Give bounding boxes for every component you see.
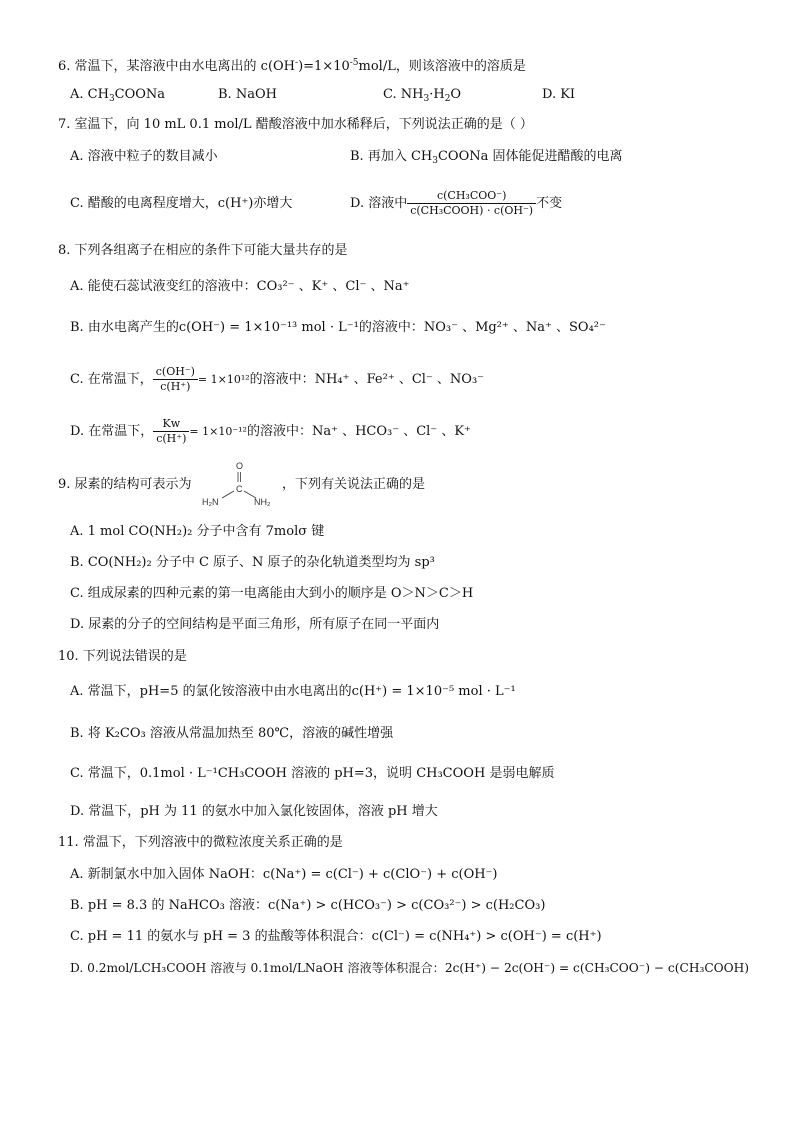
q8-b-pre: B. 由水电离产生的 xyxy=(70,320,179,335)
q10-c-mid: 溶液的 pH=3，说明 xyxy=(291,766,413,781)
q8-d-value: = 1×10⁻¹² xyxy=(189,425,247,438)
q8-b-mid: 的溶液中： xyxy=(358,320,424,335)
q6-stem-text-3: mol/L，则该溶液中的溶质是 xyxy=(358,59,526,74)
urea-bond-left xyxy=(222,491,234,498)
q10-c-formula: CH₃COOH xyxy=(416,766,486,781)
q7-stem: 7. 室温下，向 10 mL 0.1 mol/L 醋酸溶液中加水稀释后，下列说法正确的是（ ） xyxy=(58,117,533,132)
q10-option-a xyxy=(70,684,516,700)
q6-option-c: C. $NH_3\cdot H_2O$ xyxy=(383,87,462,104)
q6-stem-text-2: )=1×10 xyxy=(298,59,350,74)
q10-option-d: D. 常温下，pH 为 11 的氨水中加入氯化铵固体，溶液 pH 增大 xyxy=(70,804,438,819)
q8-c-numerator: c(OH⁻) xyxy=(153,365,198,380)
q7-option-b: B. 再加入 $CH_3COONa$ 固体能促进醋酸的电离 xyxy=(350,149,623,166)
q7-d-post: 不变 xyxy=(536,196,563,211)
q6-option-d: D. KI xyxy=(542,87,576,102)
q7-b-pre: B. 再加入 CH xyxy=(350,149,433,164)
q7-d-fraction xyxy=(407,189,536,218)
q8-b-ions: NO₃⁻ 、Mg²⁺ 、Na⁺ 、SO₄²⁻ xyxy=(423,320,606,335)
q9-option-d: D. 尿素的分子的空间结构是平面三角形，所有原子在同一平面内 xyxy=(70,617,440,632)
q8-d-fraction xyxy=(153,417,189,446)
q11-stem: 11. 常温下，下列溶液中的微粒浓度关系正确的是 xyxy=(58,835,343,850)
q8-option-d xyxy=(70,412,471,452)
q8-a-pre: A. 能使石蕊试液变红的溶液中： xyxy=(70,279,257,294)
q10-stem: 10. 下列说法错误的是 xyxy=(58,649,187,664)
q10-a-pre: A. 常温下，pH=5 的氯化铵溶液中由水电离出的 xyxy=(70,684,352,699)
q6-option-b: B. NaOH xyxy=(218,87,277,102)
urea-c-label: C xyxy=(236,484,243,494)
q11-option-d: D. 0.2mol/LCH₃COOH 溶液与 0.1mol/LNaOH 溶液等体积混合：2c(H⁺) − 2c(OH⁻) = c(CH₃COO⁻) − c(CH₃COOH) xyxy=(70,961,750,975)
q8-b-cond: c(OH⁻) = 1×10⁻¹³ mol · L⁻¹ xyxy=(178,320,359,335)
q11-option-b: B. pH = 8.3 的 NaHCO₃ 溶液：c(Na⁺) > c(HCO₃⁻) > c(CO₃²⁻) > c(H₂CO₃) xyxy=(70,898,546,913)
q9-stem-pre: 9. 尿素的结构可表示为 xyxy=(58,477,192,492)
q8-c-value: = 1×10¹² xyxy=(197,373,250,386)
q8-d-mid: 的溶液中： xyxy=(246,424,312,439)
q6-stem-text-1: 6. 常温下，某溶液中由水电离出的 c(OH xyxy=(58,59,296,74)
q7-d-pre: D. 溶液中 xyxy=(350,196,408,211)
q10-a-value: c(H⁺) = 1×10⁻⁵ mol · L⁻¹ xyxy=(351,684,516,699)
q8-d-numerator: Kw xyxy=(153,417,189,432)
urea-o-label: O xyxy=(236,461,244,471)
q8-c-ions: NH₄⁺ 、Fe²⁺ 、Cl⁻ 、NO₃⁻ xyxy=(314,372,485,387)
q7-d-numerator: c(CH₃COO⁻) xyxy=(407,189,536,204)
q6-c-end: O xyxy=(450,87,462,102)
q10-b-pre: B. 将 xyxy=(70,726,101,741)
urea-h2n-label: H₂N xyxy=(202,497,219,507)
q8-option-c xyxy=(70,360,484,400)
q9-option-b: B. CO(NH₂)₂ 分子中 C 原子、N 原子的杂化轨道类型均为 sp³ xyxy=(70,555,435,570)
q6-stem-exp: -5 xyxy=(349,58,359,68)
q6-c-text: C. NH xyxy=(383,87,424,102)
q7-option-d xyxy=(350,184,562,224)
q10-option-b xyxy=(70,726,393,742)
q8-option-b xyxy=(70,320,606,336)
q6-stem: 6. 常温下，某溶液中由水电离出的 $c(OH^-)=1\times 10^{-5}mol/L$，则该溶液中的溶质是 xyxy=(58,58,526,74)
q7-option-a: A. 溶液中粒子的数目减小 xyxy=(70,149,218,164)
q6-a-tail: COONa xyxy=(114,87,166,102)
q8-c-mid: 的溶液中： xyxy=(249,372,315,387)
q8-a-ions: CO₃²⁻ 、K⁺ 、Cl⁻ 、Na⁺ xyxy=(256,279,410,294)
q8-stem: 8. 下列各组离子在相应的条件下可能大量共存的是 xyxy=(58,243,348,258)
q8-d-ions: Na⁺ 、HCO₃⁻ 、Cl⁻ 、K⁺ xyxy=(311,424,471,439)
q8-d-pre: D. 在常温下， xyxy=(70,424,154,439)
q8-d-denominator: c(H⁺) xyxy=(156,432,187,445)
urea-nh2-label: NH₂ xyxy=(254,497,271,507)
q6-a-text: A. CH xyxy=(70,87,109,102)
q10-c-post: 是弱电解质 xyxy=(489,766,555,781)
q8-c-fraction xyxy=(153,365,198,394)
q8-c-pre: C. 在常温下， xyxy=(70,372,153,387)
q11-option-c: C. pH = 11 的氨水与 pH = 3 的盐酸等体积混合：c(Cl⁻) = c(NH₄⁺) > c(OH⁻) = c(H⁺) xyxy=(70,929,602,944)
q8-option-a xyxy=(70,279,409,295)
q6-c-tail: ·H xyxy=(429,87,445,102)
q7-d-denominator: c(CH₃COOH) · c(OH⁻) xyxy=(410,204,534,217)
q10-b-formula: K₂CO₃ xyxy=(104,726,146,741)
q6-option-a: A. $CH_3COONa$ xyxy=(70,87,166,104)
q10-c-pre: C. 常温下， xyxy=(70,766,140,781)
q11-option-a: A. 新制氯水中加入固体 NaOH：c(Na⁺) = c(Cl⁻) + c(ClO⁻) + c(OH⁻) xyxy=(70,867,498,882)
q10-b-post: 溶液从常温加热至 80℃，溶液的碱性增强 xyxy=(149,726,394,741)
q9-option-a: A. 1 mol CO(NH₂)₂ 分子中含有 7molσ 键 xyxy=(70,524,325,539)
q7-option-c: C. 醋酸的电离程度增大，c(H⁺)亦增大 xyxy=(70,196,293,211)
q10-c-conc: 0.1mol · L⁻¹CH₃COOH xyxy=(139,766,287,781)
q10-option-c xyxy=(70,766,554,782)
q8-c-denominator: c(H⁺) xyxy=(160,380,191,393)
q9-stem-post: ，下列有关说法正确的是 xyxy=(282,477,426,492)
q9-option-c: C. 组成尿素的四种元素的第一电离能由大到小的顺序是 O＞N＞C＞H xyxy=(70,586,474,601)
urea-structure-diagram xyxy=(198,460,280,508)
q7-b-post: COONa 固体能促进醋酸的电离 xyxy=(437,149,623,164)
